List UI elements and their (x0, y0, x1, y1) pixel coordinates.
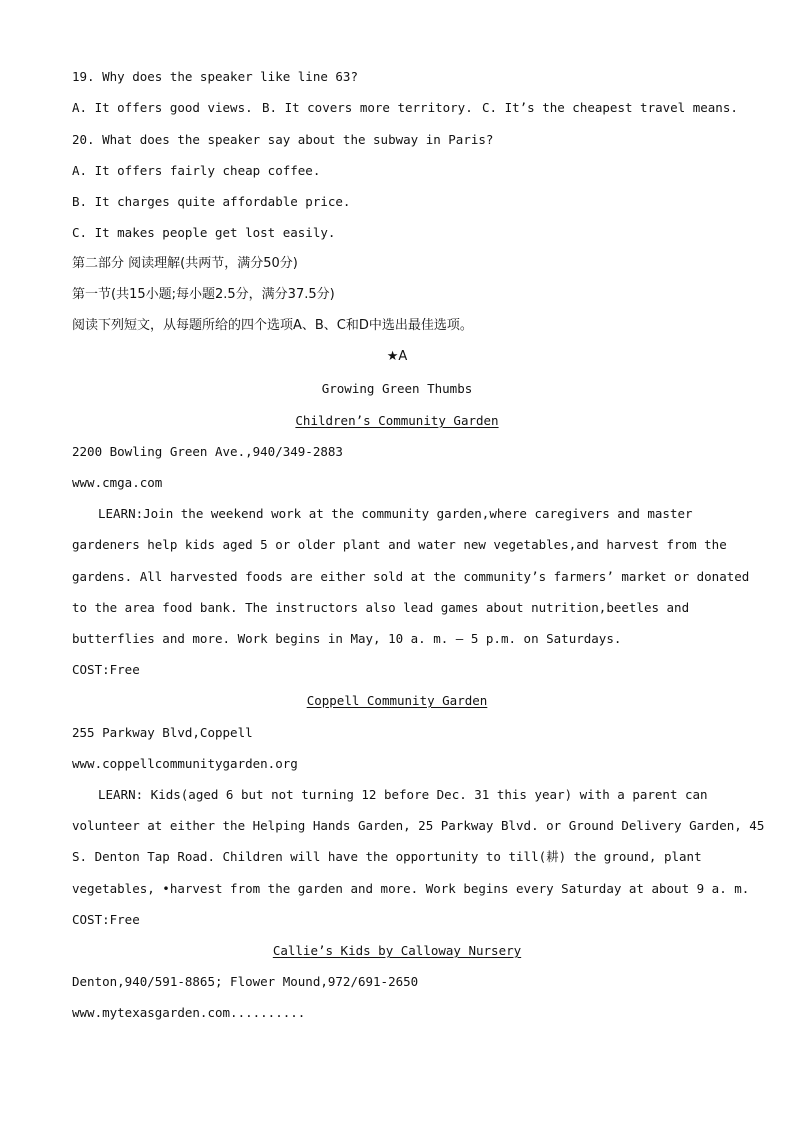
garden-1-learn-line: butterflies and more. Work begins in May, 10 a. m. – 5 p.m. on Saturdays. (72, 631, 622, 646)
garden-2-learn-line: volunteer at either the Helping Hands Garden, 25 Parkway Blvd. or Ground Delivery Garden, 45 (72, 818, 765, 833)
subsection-heading: 第一节(共15小题;每小题2.5分，满分37.5分) (72, 287, 335, 302)
garden-2-learn-line: S. Denton Tap Road. Children will have the opportunity to till(耕) the ground, plant (72, 849, 702, 864)
question-20: 20. What does the speaker say about the subway in Paris? (72, 132, 494, 147)
garden-1-cost: COST:Free (72, 662, 140, 677)
question-19-options (72, 100, 738, 116)
question-20-option-b: B. It charges quite affordable price. (72, 194, 351, 209)
garden-1-name: Children’s Community Garden (295, 413, 499, 428)
garden-1-website: www.cmga.com (72, 475, 163, 490)
question-20-option-a: A. It offers fairly cheap coffee. (72, 163, 321, 178)
garden-1-learn-line: gardens. All harvested foods are either sold at the community’s farmers’ market or donated (72, 569, 750, 584)
garden-2-name: Coppell Community Garden (306, 693, 488, 708)
garden-2-cost: COST:Free (72, 912, 140, 927)
garden-2-website: www.coppellcommunitygarden.org (72, 756, 298, 771)
garden-1-learn-line: gardeners help kids aged 5 or older plant and water new vegetables,and harvest from the (72, 537, 727, 552)
option-b: B. It covers more territory. (262, 100, 473, 115)
garden-3-name: Callie’s Kids by Calloway Nursery (272, 943, 522, 958)
garden-1-learn-line: LEARN:Join the weekend work at the community garden,where caregivers and master (98, 506, 693, 521)
garden-1-learn-line: to the area food bank. The instructors also lead games about nutrition,beetles and (72, 600, 690, 615)
option-a: A. It offers good views. (72, 100, 253, 115)
garden-2-learn-line: vegetables, •harvest from the garden and more. Work begins every Saturday at about 9 a. m. (72, 881, 750, 896)
instruction: 阅读下列短文，从每题所给的四个选项A、B、C和D中选出最佳选项。 (72, 318, 473, 333)
passage-marker: ★A (386, 349, 408, 364)
garden-2-address: 255 Parkway Blvd,Coppell (72, 725, 253, 740)
garden-1-address: 2200 Bowling Green Ave.,940/349-2883 (72, 444, 343, 459)
garden-3-address: Denton,940/591-8865; Flower Mound,972/691-2650 (72, 974, 419, 989)
section-heading: 第二部分 阅读理解(共两节，满分50分) (72, 256, 298, 271)
question-19: 19. Why does the speaker like line 63? (72, 69, 358, 84)
passage-title: Growing Green Thumbs (321, 381, 473, 396)
garden-3-website: www.mytexasgarden.com.......... (72, 1005, 306, 1020)
question-20-option-c: C. It makes people get lost easily. (72, 225, 336, 240)
garden-2-learn-line: LEARN: Kids(aged 6 but not turning 12 before Dec. 31 this year) with a parent can (98, 787, 708, 802)
option-c: C. It’s the cheapest travel means. (482, 100, 738, 115)
